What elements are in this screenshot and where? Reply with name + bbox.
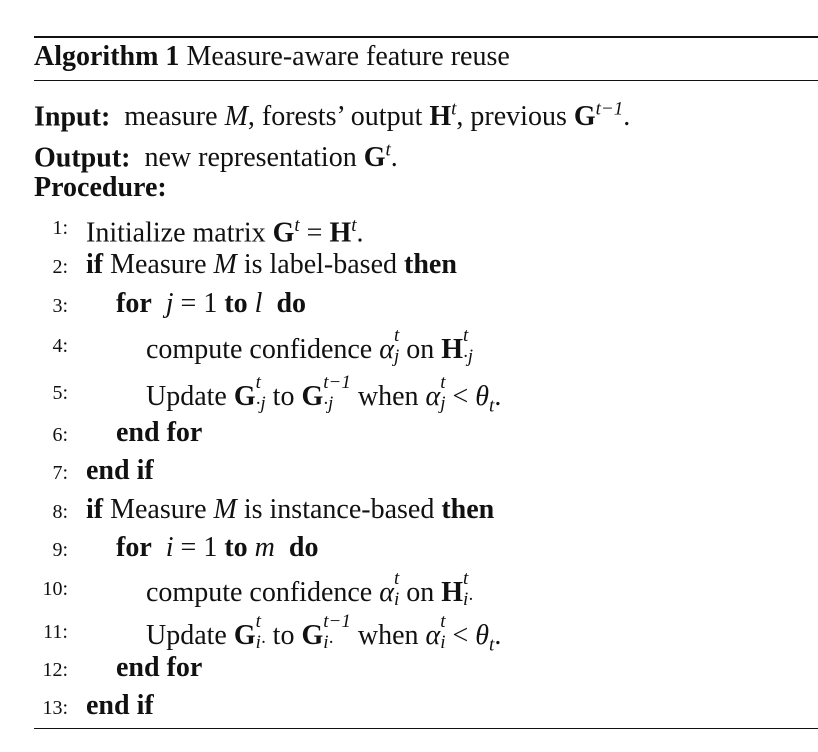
top-rule [34, 36, 818, 38]
caption-rule [34, 80, 818, 81]
line-number: 12: [42, 659, 68, 681]
line-number: 6: [52, 424, 68, 446]
line-text: end for [116, 417, 203, 448]
line-number: 8: [52, 501, 68, 523]
input-text: measure M, forests’ output $H^t$, previous $G^{t-1}$. [117, 99, 631, 133]
line-number: 9: [52, 539, 68, 561]
line-number: 11: [43, 621, 68, 643]
algorithm-block [34, 0, 818, 752]
line-text: for j = 1 to l do [116, 288, 307, 319]
line-number: 3: [52, 295, 68, 317]
line-number: 10: [42, 578, 68, 600]
line-number: 2: [52, 256, 68, 278]
output-line [34, 133, 398, 174]
output-label: Output: [34, 142, 131, 174]
procedure-label: Procedure: [34, 172, 167, 203]
line-number: 13: [42, 697, 68, 719]
line-number: 1: [52, 217, 68, 239]
line-text: Initialize matrix $G^t = H^t$. [86, 215, 364, 249]
line-text: compute confidence α t j on H t ·j [146, 325, 474, 367]
line-text: if Measure M is label-based then [86, 249, 457, 280]
line-number: 7: [52, 462, 68, 484]
line-text: if Measure M is instance-based then [86, 494, 495, 525]
line-text: Update G t i· to G t−1 i· when α t i < $\theta_t$. [146, 611, 502, 656]
algorithm-caption [34, 40, 510, 74]
line-text: Update G t ·j to G t−1 ·j when α t j < $\theta_t$. [146, 372, 502, 417]
line-text: end if [86, 455, 154, 486]
line-number: 4: [52, 335, 68, 357]
line-text: compute confidence α t i on H t i· [146, 568, 474, 610]
output-text: new representation $G^t$. [137, 140, 398, 174]
caption-title: Measure-aware feature reuse [186, 41, 510, 72]
line-text: end for [116, 652, 203, 683]
line-number: 5: [52, 382, 68, 404]
input-line [34, 92, 631, 133]
caption-label: Algorithm 1 [34, 41, 180, 72]
procedure-line [34, 170, 167, 206]
bottom-rule [34, 728, 818, 729]
line-text: end if [86, 690, 154, 721]
input-label: Input: [34, 101, 111, 133]
line-text: for i = 1 to m do [116, 532, 319, 563]
